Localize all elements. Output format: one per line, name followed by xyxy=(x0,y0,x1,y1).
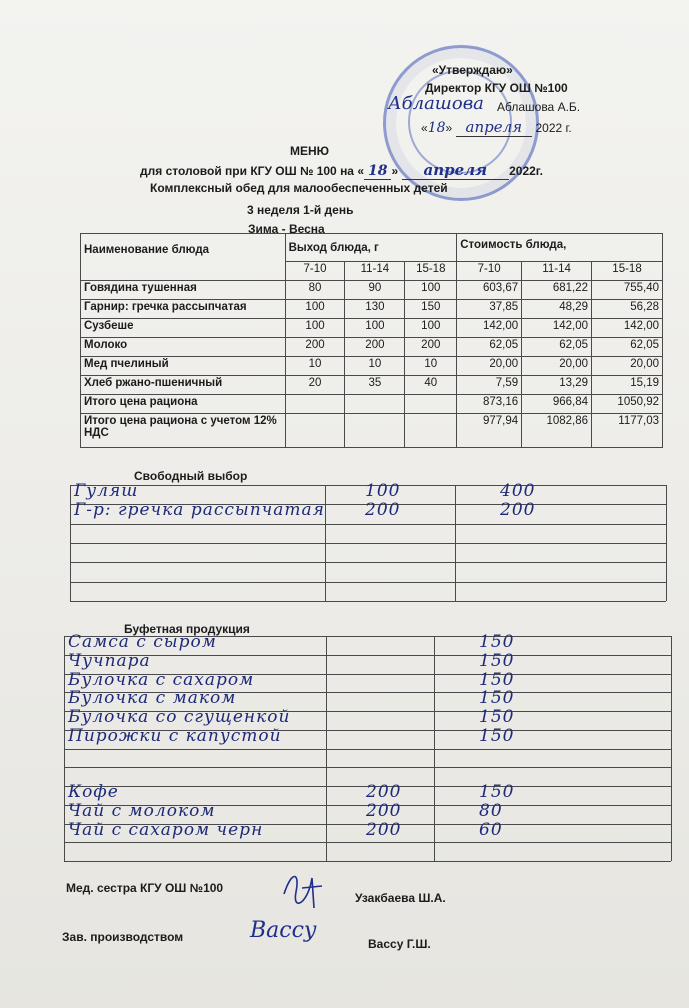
dish-name: Гарнир: гречка рассыпчатая xyxy=(81,300,286,319)
grid-line xyxy=(70,543,666,544)
buffet-title: Буфетная продукция xyxy=(124,622,250,636)
dish-cost: 56,28 xyxy=(592,300,663,319)
nurse-signature xyxy=(278,864,328,912)
handwritten-price: 150 xyxy=(479,669,515,690)
dish-yield: 150 xyxy=(405,300,457,319)
buffet-table xyxy=(64,632,671,861)
grid-line xyxy=(455,485,456,601)
handwritten-name: Пирожки с капустой xyxy=(68,725,282,746)
dish-yield: 200 xyxy=(345,338,405,357)
dish-name: Молоко xyxy=(81,338,286,357)
director-signature: Аблашова xyxy=(388,93,484,114)
approve-director: Директор КГУ ОШ №100 xyxy=(425,81,568,95)
free-choice-table xyxy=(70,481,666,601)
age-header: 15-18 xyxy=(592,262,663,281)
grid-line xyxy=(64,655,671,656)
approve-title: «Утверждаю» xyxy=(432,63,513,77)
menu-line-4: Зима - Весна xyxy=(248,222,325,236)
grid-line xyxy=(70,582,666,583)
menu-title: МЕНЮ xyxy=(290,144,330,158)
dish-yield: 10 xyxy=(405,357,457,376)
dish-cost: 37,85 xyxy=(457,300,522,319)
age-header: 7-10 xyxy=(457,262,522,281)
grid-line xyxy=(70,485,71,601)
approve-name: Аблашова А.Б. xyxy=(497,100,581,114)
total-cost: 966,84 xyxy=(522,395,592,414)
handwritten-name: Булочка с маком xyxy=(68,688,237,709)
menu-table xyxy=(80,233,663,448)
dish-row xyxy=(81,376,663,395)
handwritten-weight: 200 xyxy=(366,819,402,840)
handwritten-name: Булочка со сгущенкой xyxy=(68,707,291,727)
handwritten-name: Булочка с сахаром xyxy=(68,669,255,690)
dish-name: Хлеб ржано-пшеничный xyxy=(81,376,286,395)
total-label: Итого цена рациона xyxy=(81,395,286,414)
handwritten-weight: 200 xyxy=(366,800,402,821)
dish-yield: 200 xyxy=(405,338,457,357)
dish-row xyxy=(81,357,663,376)
dish-yield: 90 xyxy=(345,281,405,300)
grid-line xyxy=(64,842,671,843)
approve-date: «18» апреля 2022 г. xyxy=(421,118,572,136)
dish-yield: 100 xyxy=(285,300,345,319)
menu-line-3: 3 неделя 1-й день xyxy=(247,203,354,217)
dish-cost: 62,05 xyxy=(522,338,592,357)
nurse-label: Мед. сестра КГУ ОШ №100 xyxy=(66,881,224,895)
grid-line xyxy=(64,767,671,768)
grid-line xyxy=(64,749,671,750)
grid-line xyxy=(70,524,666,525)
total-cost: 1050,92 xyxy=(592,395,663,414)
menu-line-2: Комплексный обед для малообеспеченных детей xyxy=(150,181,448,195)
handwritten-price: 400 xyxy=(500,481,536,501)
dish-name: Сузбеше xyxy=(81,319,286,338)
handwritten-price: 150 xyxy=(479,707,515,727)
handwritten-price: 150 xyxy=(479,782,515,802)
dish-row xyxy=(81,281,663,300)
dish-cost: 20,00 xyxy=(592,357,663,376)
dish-cost: 7,59 xyxy=(457,376,522,395)
total-vat-cost: 977,94 xyxy=(457,414,522,448)
col-header-yield: Выход блюда, г xyxy=(285,234,457,262)
dish-cost: 48,29 xyxy=(522,300,592,319)
nurse-name: Узакбаева Ш.А. xyxy=(355,891,446,905)
dish-yield: 10 xyxy=(285,357,345,376)
total-vat-cost: 1082,86 xyxy=(522,414,592,448)
dish-cost: 142,00 xyxy=(522,319,592,338)
handwritten-price: 150 xyxy=(479,632,515,652)
dish-cost: 20,00 xyxy=(522,357,592,376)
handwritten-name: Г-р: гречка рассыпчатая xyxy=(74,500,325,521)
grid-line xyxy=(666,485,667,601)
dish-yield: 20 xyxy=(285,376,345,395)
col-header-cost: Стоимость блюда, xyxy=(457,234,663,262)
dish-yield: 100 xyxy=(345,319,405,338)
dish-row xyxy=(81,319,663,338)
handwritten-price: 150 xyxy=(479,650,515,671)
dish-cost: 13,29 xyxy=(522,376,592,395)
dish-name: Мед пчелиный xyxy=(81,357,286,376)
chief-label: Зав. производством xyxy=(62,930,184,944)
handwritten-price: 150 xyxy=(479,725,515,746)
age-header: 11-14 xyxy=(522,262,592,281)
dish-cost: 20,00 xyxy=(457,357,522,376)
dish-cost: 15,19 xyxy=(592,376,663,395)
grid-line xyxy=(671,636,672,861)
grid-line xyxy=(64,861,671,862)
handwritten-weight: 200 xyxy=(366,782,402,802)
dish-yield: 100 xyxy=(405,319,457,338)
total-vat-label: Итого цена рациона с учетом 12% НДС xyxy=(81,414,286,448)
grid-line xyxy=(325,485,326,601)
chief-signature: Вассу xyxy=(250,918,317,943)
total-cost: 873,16 xyxy=(457,395,522,414)
age-header: 7-10 xyxy=(285,262,345,281)
dish-yield: 35 xyxy=(345,376,405,395)
dish-row xyxy=(81,338,663,357)
handwritten-price: 80 xyxy=(479,800,503,821)
handwritten-price: 150 xyxy=(479,688,515,709)
total-vat-cost: 1177,03 xyxy=(592,414,663,448)
handwritten-name: Чай с молоком xyxy=(68,800,216,821)
grid-line xyxy=(326,636,327,861)
dish-cost: 62,05 xyxy=(457,338,522,357)
dish-cost: 62,05 xyxy=(592,338,663,357)
age-header: 11-14 xyxy=(345,262,405,281)
dish-cost: 142,00 xyxy=(592,319,663,338)
dish-yield: 80 xyxy=(285,281,345,300)
dish-yield: 100 xyxy=(285,319,345,338)
dish-yield: 200 xyxy=(285,338,345,357)
col-header-name: Наименование блюда xyxy=(81,234,286,281)
handwritten-name: Чай с сахаром черн xyxy=(68,819,264,840)
dish-yield: 100 xyxy=(405,281,457,300)
chief-name: Вассу Г.Ш. xyxy=(368,937,431,951)
handwritten-name: Чучпара xyxy=(68,650,151,671)
grid-line xyxy=(70,562,666,563)
dish-cost: 755,40 xyxy=(592,281,663,300)
free-choice-title: Свободный выбор xyxy=(134,469,248,483)
grid-line xyxy=(434,636,435,861)
handwritten-weight: 200 xyxy=(365,500,401,521)
handwritten-name: Кофе xyxy=(68,782,119,802)
handwritten-price: 60 xyxy=(479,819,503,840)
dish-cost: 681,22 xyxy=(522,281,592,300)
dish-cost: 603,67 xyxy=(457,281,522,300)
handwritten-price: 200 xyxy=(500,500,536,521)
dish-name: Говядина тушенная xyxy=(81,281,286,300)
grid-line xyxy=(70,601,666,602)
dish-yield: 10 xyxy=(345,357,405,376)
dish-row xyxy=(81,300,663,319)
menu-line-1: для столовой при КГУ ОШ № 100 на « 18 » апреля 2022г. xyxy=(140,161,543,179)
dish-yield: 40 xyxy=(405,376,457,395)
handwritten-name: Гуляш xyxy=(74,481,139,501)
handwritten-name: Самса с сыром xyxy=(68,632,217,652)
dish-yield: 130 xyxy=(345,300,405,319)
handwritten-weight: 100 xyxy=(365,481,401,501)
dish-cost: 142,00 xyxy=(457,319,522,338)
grid-line xyxy=(64,636,65,861)
age-header: 15-18 xyxy=(405,262,457,281)
